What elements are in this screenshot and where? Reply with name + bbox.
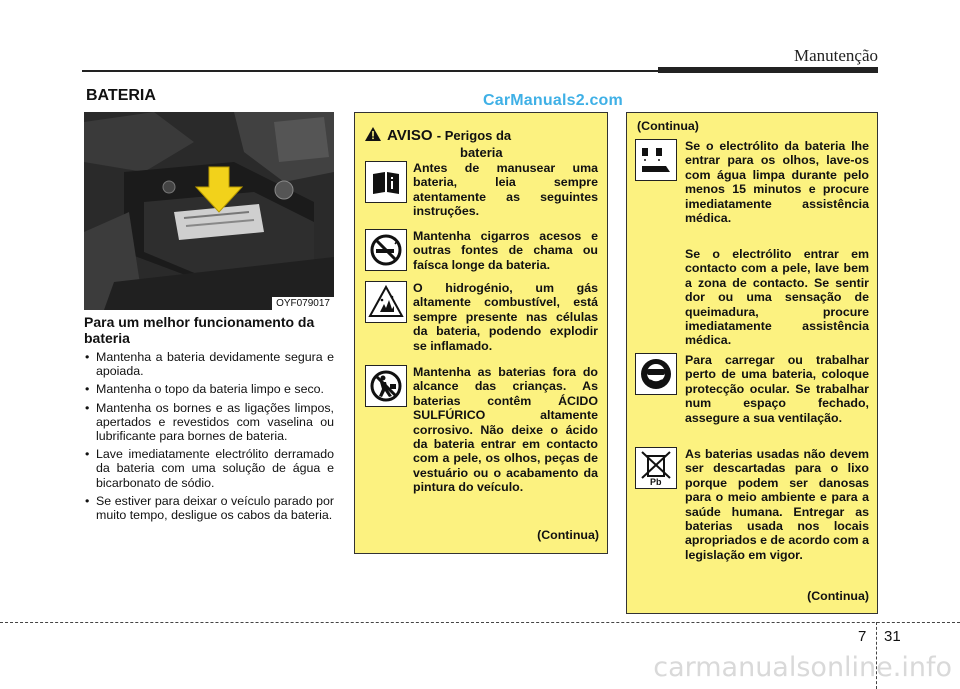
manual-icon — [365, 161, 407, 203]
warning-item-8: As baterias usadas não devem ser descartadas para o lixo porque podem ser danosas para o meio ambiente e para a saúde humana. Entregar as baterias usada nos locais apropriados e de acordo com a legislação em vigor. — [685, 447, 869, 562]
no-smoking-icon — [365, 229, 407, 271]
page-number: 31 — [884, 628, 901, 645]
warning-box-2 — [626, 112, 878, 614]
warning-item-3: O hidrogénio, um gás altamente combustível, está sempre presente nas células da bateria, podendo explodir se inflamado. — [413, 281, 598, 353]
watermark-link[interactable]: CarManuals2.com — [483, 92, 623, 109]
list-item: • Mantenha a bateria devidamente segura e apoiada. — [84, 350, 334, 378]
recycle-bin-icon — [635, 447, 677, 489]
keep-from-children-icon — [365, 365, 407, 407]
bullet-list — [84, 350, 334, 526]
eye-protection-icon — [635, 353, 677, 395]
subheading: Para um melhor funcionamento da bateria — [84, 314, 315, 346]
warning-item-5: Se o electrólito da bateria lhe entrar para os olhos, lave-os com água limpa durante pelo menos 15 minutos e procure imediatamente assistência médica. — [685, 139, 869, 226]
list-item: • Mantenha o topo da bateria limpo e seco. — [84, 382, 334, 396]
warning-item-7: Para carregar ou trabalhar perto de uma bateria, coloque protecção ocular. Se trabalhar num espaço fechado, assegure a sua ventilação. — [685, 353, 869, 425]
explosion-icon — [365, 281, 407, 323]
corrosive-icon — [635, 139, 677, 181]
warning-title-text: AVISO — [387, 126, 433, 144]
page-header-title: Manutenção — [793, 46, 878, 65]
warning-item-6: Se o electrólito entrar em contacto com a pele, lave bem a zona de contacto. Se sentir dor ou uma sensação de queimadura, procure imediatamente assistência médica. — [685, 247, 869, 348]
battery-photo — [84, 112, 334, 310]
warning-subtitle-2: bateria — [460, 145, 503, 160]
warning-subtitle: - Perigos da — [436, 127, 512, 143]
list-item: • Mantenha os bornes e as ligações limpos, apertados e revestidos com vaselina ou lubrificante para bornes de bateria. — [84, 401, 334, 444]
list-item: • Lave imediatamente electrólito derramado da bateria com uma solução de água e bicarbonato de sódio. — [84, 447, 334, 490]
warning-triangle-icon — [365, 127, 381, 145]
pb-label: Pb — [650, 477, 662, 487]
section-title: BATERIA — [86, 87, 156, 104]
photo-code: OYF079017 — [272, 297, 334, 310]
list-item: • Se estiver para deixar o veículo parado por muito tempo, desligue os cabos da bateria. — [84, 494, 334, 522]
continua-label: (Continua) — [807, 589, 869, 603]
warning-title — [365, 127, 595, 161]
chapter-number: 7 — [858, 628, 867, 645]
continua-label: (Continua) — [537, 528, 599, 542]
warning-item-1: Antes de manusear uma bateria, leia sempre atentamente as seguintes instruções. — [413, 161, 598, 219]
warning-item-4: Mantenha as baterias fora do alcance das crianças. As baterias contêm ÁCIDO SULFÚRICO altamente corrosivo. Não deixe o ácido da bateria entrar em contacto com a pele, os olhos, peças de vestuário ou o acabamento da pintura do veículo. — [413, 365, 598, 495]
warning-box-1 — [354, 112, 608, 554]
continua-header: (Continua) — [637, 119, 699, 133]
header-rule-accent — [658, 67, 878, 73]
warning-item-2: Mantenha cigarros acesos e outras fontes de chama ou faísca longe da bateria. — [413, 229, 598, 272]
bottom-watermark[interactable]: carmanualsonline.info — [653, 652, 952, 683]
footer-rule — [0, 622, 960, 623]
